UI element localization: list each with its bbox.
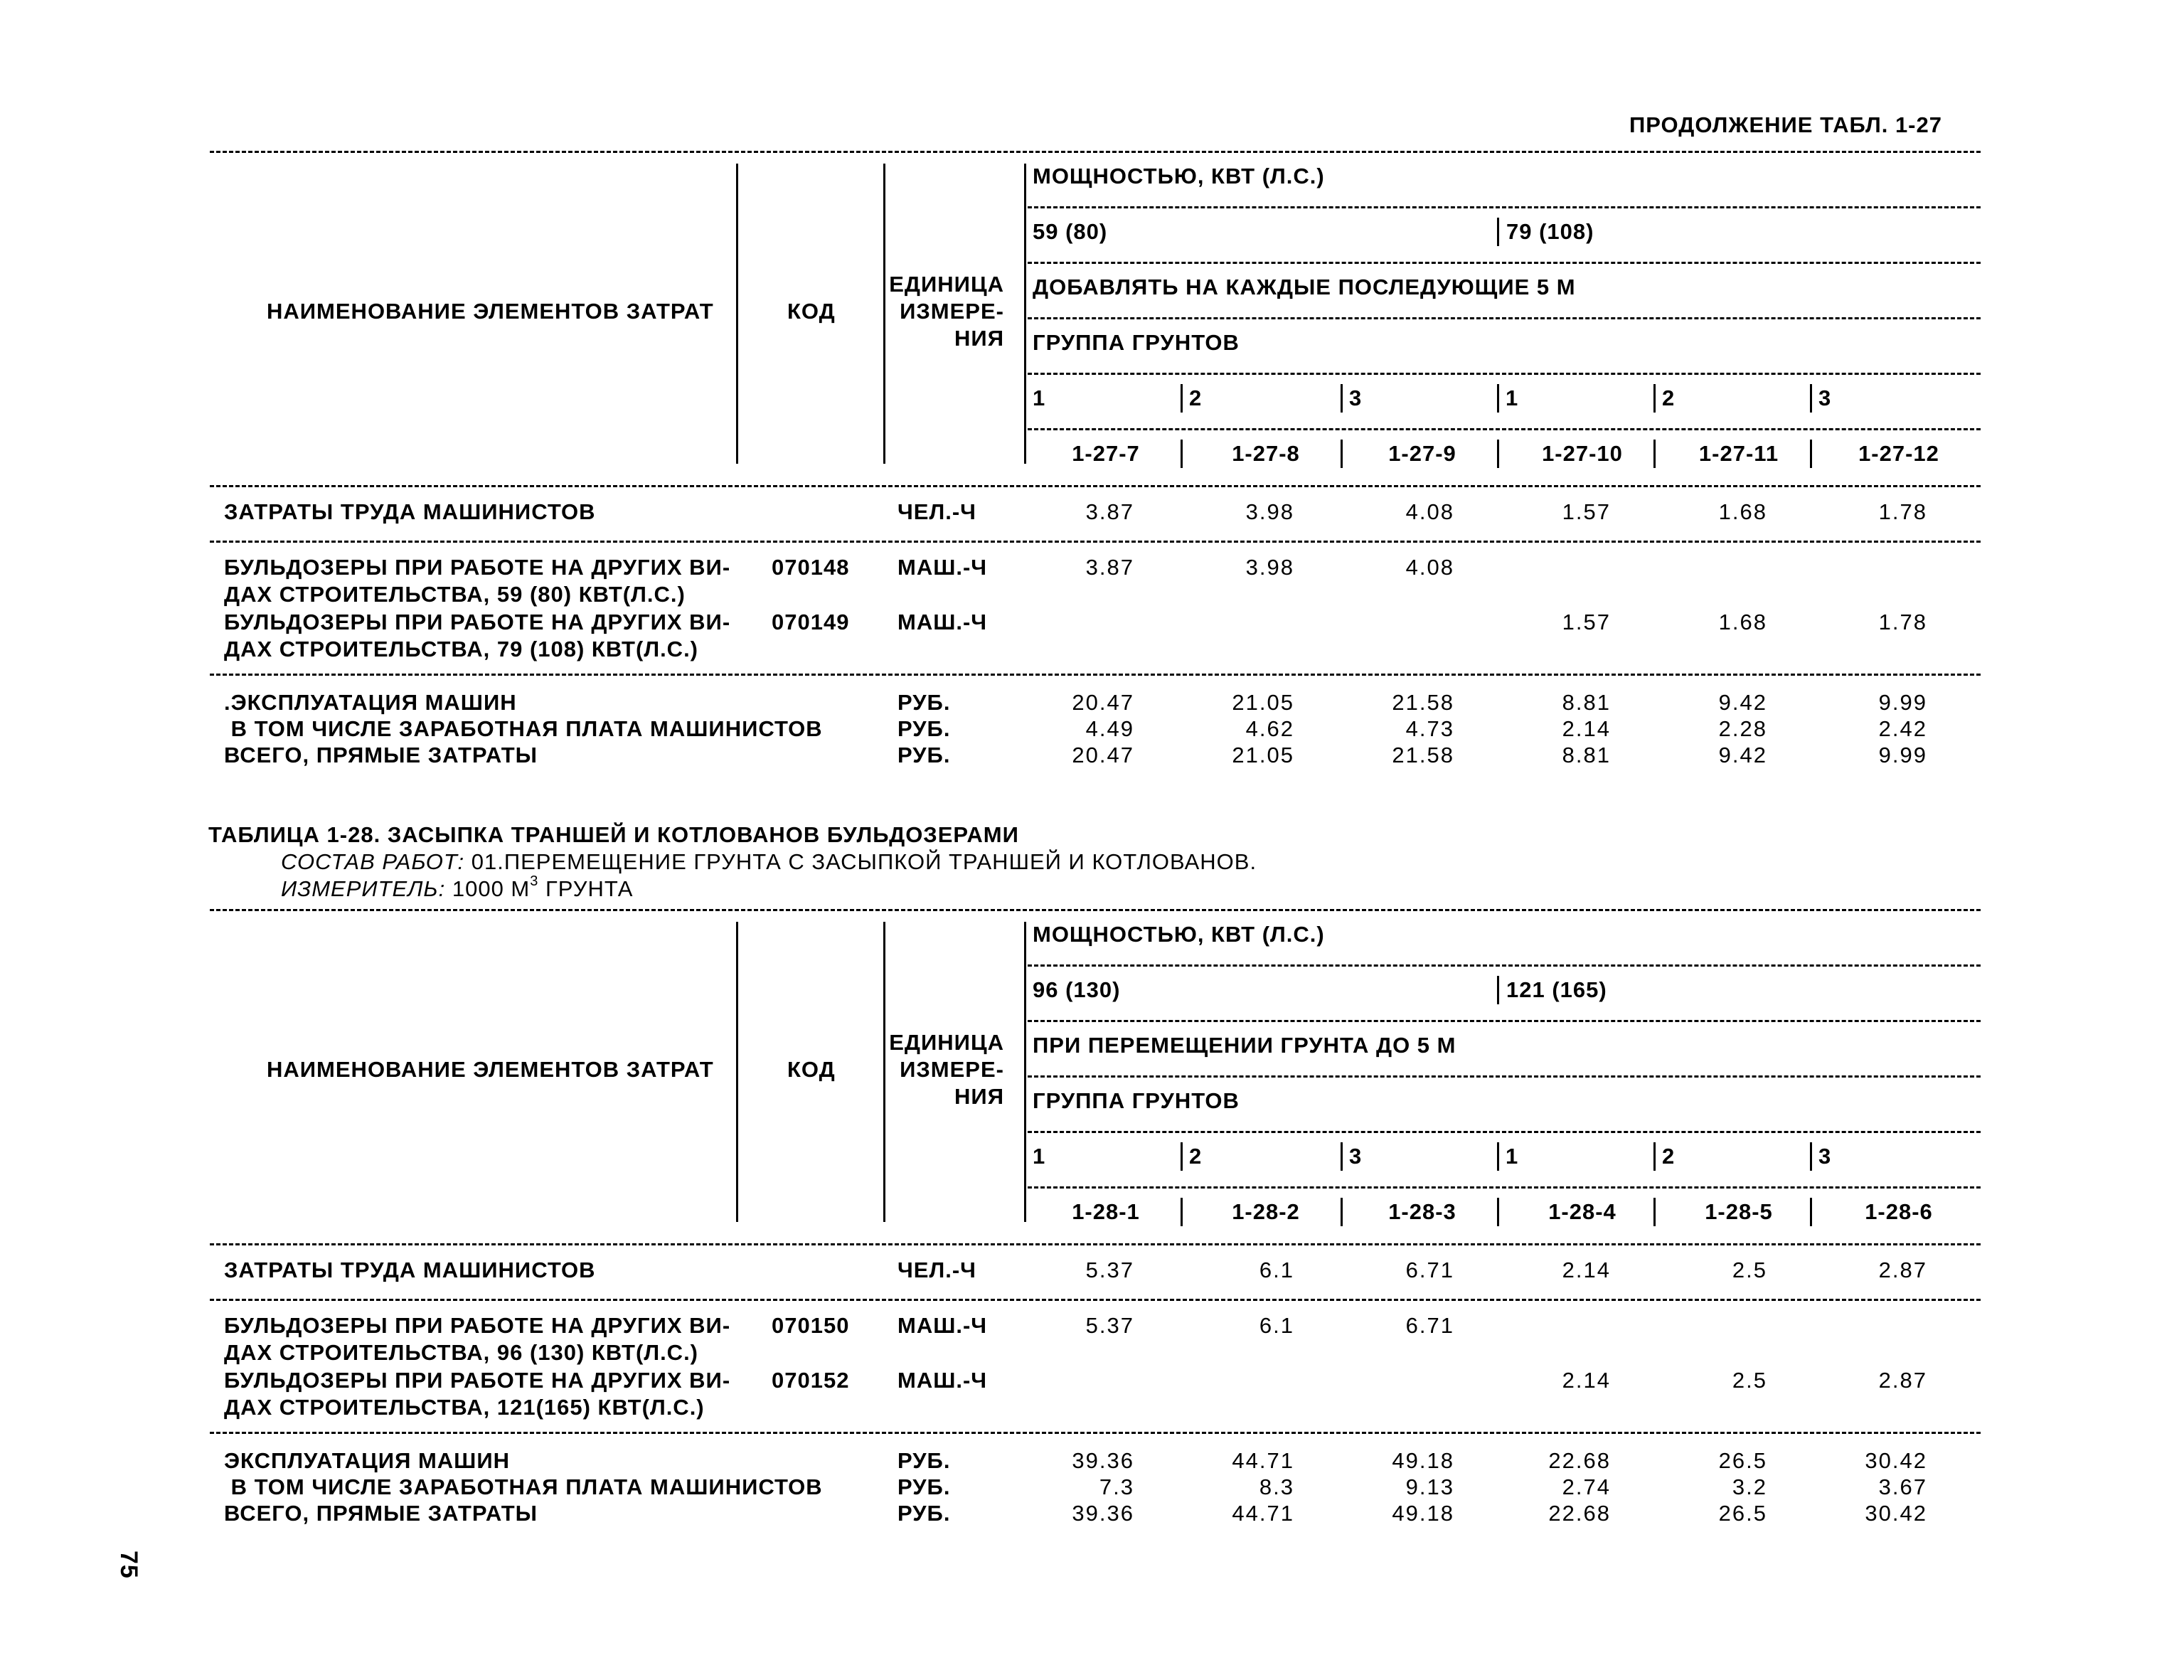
header-soil-group: 2 [1189, 1144, 1203, 1169]
total-value: 8.81 [1562, 743, 1611, 767]
column-divider [1497, 218, 1499, 246]
meter-description [281, 873, 634, 901]
header-soil-group: 2 [1662, 1144, 1676, 1169]
labor-value: 6.1 [1259, 1258, 1294, 1282]
header-bottom-rule [210, 485, 1981, 487]
total-value: 2.14 [1562, 716, 1611, 741]
header-soil-group: 2 [1662, 386, 1676, 410]
header-unit-line: ИЗМЕРЕ- [900, 1057, 1004, 1082]
labor-value: 2.87 [1878, 1258, 1927, 1282]
column-divider [1497, 1198, 1499, 1226]
labor-value: 5.37 [1085, 1258, 1134, 1282]
machine-name-line: БУЛЬДОЗЕРЫ ПРИ РАБОТЕ НА ДРУГИХ ВИ- [224, 1368, 731, 1393]
total-unit: РУБ. [897, 1501, 951, 1526]
header-unit-line: ЕДИНИЦА [889, 1030, 1004, 1055]
column-divider [1181, 440, 1183, 468]
total-value: 8.3 [1259, 1474, 1294, 1499]
labor-value: 6.71 [1405, 1258, 1454, 1282]
total-value: 9.99 [1878, 743, 1927, 767]
header-unit-line: ИЗМЕРЕ- [900, 299, 1004, 324]
table-top-rule [210, 151, 1981, 153]
total-unit: РУБ. [897, 1474, 951, 1499]
column-divider [1810, 1198, 1812, 1226]
machine-code: 070148 [772, 555, 850, 580]
rule-line [1028, 1186, 1981, 1189]
column-divider [883, 164, 885, 464]
column-divider [1653, 1198, 1656, 1226]
total-value: 9.99 [1878, 690, 1927, 715]
table-1-28-title: ТАБЛИЦА 1-28. ЗАСЫПКА ТРАНШЕЙ И КОТЛОВАНОВ БУЛЬДОЗЕРАМИ [208, 822, 1019, 847]
machine-value: 6.71 [1405, 1313, 1454, 1338]
meter-label: ИЗМЕРИТЕЛЬ: [281, 876, 446, 901]
rule-line [1028, 206, 1981, 208]
labor-value: 2.5 [1732, 1258, 1767, 1282]
column-divider [1653, 440, 1656, 468]
total-name: .ЭКСПЛУАТАЦИЯ МАШИН [224, 690, 517, 715]
total-value: 9.13 [1405, 1474, 1454, 1499]
machine-unit: МАШ.-Ч [897, 610, 988, 634]
total-value: 21.58 [1392, 743, 1454, 767]
rule-line [1028, 1020, 1981, 1022]
header-name-col: НАИМЕНОВАНИЕ ЭЛЕМЕНТОВ ЗАТРАТ [267, 1057, 714, 1082]
labor-value: 2.14 [1562, 1258, 1611, 1282]
total-value: 39.36 [1072, 1448, 1134, 1473]
header-norm-code: 1-27-7 [1072, 441, 1140, 466]
column-divider [1653, 1142, 1656, 1171]
total-value: 49.18 [1392, 1501, 1454, 1526]
rule-line [1028, 1131, 1981, 1133]
total-value: 2.74 [1562, 1474, 1611, 1499]
column-divider [1181, 384, 1183, 413]
rule-line [1028, 373, 1981, 375]
header-norm-code: 1-28-1 [1072, 1199, 1140, 1224]
header-condition: ДОБАВЛЯТЬ НА КАЖДЫЕ ПОСЛЕДУЮЩИЕ 5 М [1033, 275, 1576, 299]
total-value: 3.2 [1732, 1474, 1767, 1499]
header-norm-code: 1-27-8 [1232, 441, 1300, 466]
work-text: 01.ПЕРЕМЕЩЕНИЕ ГРУНТА С ЗАСЫПКОЙ ТРАНШЕЙ И КОТЛОВАНОВ. [471, 849, 1257, 874]
header-soil-group: 1 [1033, 1144, 1046, 1169]
header-norm-code: 1-28-6 [1865, 1199, 1933, 1224]
column-divider [736, 164, 738, 464]
column-divider [1181, 1142, 1183, 1171]
total-name: В ТОМ ЧИСЛЕ ЗАРАБОТНАЯ ПЛАТА МАШИНИСТОВ [224, 1474, 823, 1499]
total-value: 8.81 [1562, 690, 1611, 715]
total-value: 30.42 [1865, 1501, 1927, 1526]
header-power: МОЩНОСТЬЮ, КВТ (Л.С.) [1033, 922, 1325, 947]
machines-rule [210, 674, 1981, 676]
machine-unit: МАШ.-Ч [897, 1368, 988, 1393]
rule-line [1028, 262, 1981, 264]
total-unit: РУБ. [897, 743, 951, 767]
machine-code: 070152 [772, 1368, 850, 1393]
header-soil-group: 3 [1349, 1144, 1363, 1169]
machine-name-line: БУЛЬДОЗЕРЫ ПРИ РАБОТЕ НА ДРУГИХ ВИ- [224, 555, 731, 580]
total-value: 2.28 [1718, 716, 1767, 741]
meter-sup: 3 [530, 873, 539, 889]
total-value: 3.67 [1878, 1474, 1927, 1499]
header-unit-line: ЕДИНИЦА [889, 272, 1004, 297]
machine-value: 3.87 [1085, 555, 1134, 580]
column-divider [736, 922, 738, 1222]
header-soil-group: 3 [1818, 386, 1832, 410]
header-soil-group: 1 [1033, 386, 1046, 410]
rule-line [1028, 964, 1981, 967]
total-value: 20.47 [1072, 690, 1134, 715]
header-soil-group: 1 [1506, 1144, 1519, 1169]
header-group: ГРУППА ГРУНТОВ [1033, 330, 1240, 355]
total-value: 21.05 [1232, 743, 1294, 767]
column-divider [1341, 1142, 1343, 1171]
total-unit: РУБ. [897, 690, 951, 715]
column-divider [1497, 976, 1499, 1004]
total-value: 39.36 [1072, 1501, 1134, 1526]
total-value: 21.58 [1392, 690, 1454, 715]
meter-value: 1000 М [452, 876, 531, 901]
machine-code: 070150 [772, 1313, 850, 1338]
machine-value: 1.57 [1562, 610, 1611, 634]
machine-value: 5.37 [1085, 1313, 1134, 1338]
labor-rule [210, 541, 1981, 543]
page-number: 75 [115, 1551, 142, 1579]
machine-value: 1.68 [1718, 610, 1767, 634]
column-divider [883, 922, 885, 1222]
total-value: 22.68 [1548, 1448, 1611, 1473]
machine-value: 6.1 [1259, 1313, 1294, 1338]
header-power: МОЩНОСТЬЮ, КВТ (Л.С.) [1033, 164, 1325, 188]
labor-value: 3.87 [1085, 499, 1134, 524]
table-top-rule [210, 909, 1981, 911]
header-norm-code: 1-28-3 [1388, 1199, 1456, 1224]
total-value: 20.47 [1072, 743, 1134, 767]
header-bottom-rule [210, 1243, 1981, 1245]
machine-value: 2.14 [1562, 1368, 1611, 1393]
machine-name-line: БУЛЬДОЗЕРЫ ПРИ РАБОТЕ НА ДРУГИХ ВИ- [224, 610, 731, 634]
header-norm-code: 1-27-9 [1388, 441, 1456, 466]
header-norm-code: 1-28-5 [1705, 1199, 1773, 1224]
total-value: 9.42 [1718, 690, 1767, 715]
header-norm-code: 1-28-4 [1548, 1199, 1616, 1224]
column-divider [1810, 440, 1812, 468]
machine-value: 2.87 [1878, 1368, 1927, 1393]
total-value: 21.05 [1232, 690, 1294, 715]
total-value: 44.71 [1232, 1448, 1294, 1473]
work-label: СОСТАВ РАБОТ: [281, 849, 465, 874]
machine-value: 4.08 [1405, 555, 1454, 580]
header-soil-group: 1 [1506, 386, 1519, 410]
rule-line [1028, 317, 1981, 319]
machine-value: 3.98 [1245, 555, 1294, 580]
header-condition: ПРИ ПЕРЕМЕЩЕНИИ ГРУНТА ДО 5 М [1033, 1033, 1456, 1058]
machine-name-line: ДАХ СТРОИТЕЛЬСТВА, 79 (108) КВТ(Л.С.) [224, 637, 699, 661]
column-divider [1497, 1142, 1499, 1171]
machine-name-line: ДАХ СТРОИТЕЛЬСТВА, 121(165) КВТ(Л.С.) [224, 1395, 705, 1420]
header-soil-group: 3 [1818, 1144, 1832, 1169]
total-value: 4.73 [1405, 716, 1454, 741]
header-name-col: НАИМЕНОВАНИЕ ЭЛЕМЕНТОВ ЗАТРАТ [267, 299, 714, 324]
labor-name: ЗАТРАТЫ ТРУДА МАШИНИСТОВ [224, 1258, 596, 1282]
machine-value: 1.78 [1878, 610, 1927, 634]
total-unit: РУБ. [897, 1448, 951, 1473]
rule-line [1028, 428, 1981, 430]
total-name: ЭКСПЛУАТАЦИЯ МАШИН [224, 1448, 511, 1473]
total-value: 26.5 [1718, 1448, 1767, 1473]
header-unit-line: НИЯ [954, 1084, 1004, 1109]
header-soil-group: 2 [1189, 386, 1203, 410]
machine-name-line: ДАХ СТРОИТЕЛЬСТВА, 59 (80) КВТ(Л.С.) [224, 582, 686, 607]
total-value: 30.42 [1865, 1448, 1927, 1473]
header-norm-code: 1-27-10 [1542, 441, 1623, 466]
header-unit-line: НИЯ [954, 326, 1004, 351]
column-divider [1810, 1142, 1812, 1171]
meter-unit: ГРУНТА [545, 876, 634, 901]
header-code-col: КОД [787, 1057, 836, 1082]
header-power-1: 59 (80) [1033, 219, 1108, 244]
work-description [281, 851, 1257, 873]
total-value: 26.5 [1718, 1501, 1767, 1526]
column-divider [1653, 384, 1656, 413]
labor-value: 4.08 [1405, 499, 1454, 524]
column-divider [1810, 384, 1812, 413]
total-value: 9.42 [1718, 743, 1767, 767]
continuation-label: ПРОДОЛЖЕНИЕ ТАБЛ. 1-27 [1629, 112, 1942, 137]
labor-unit: ЧЕЛ.-Ч [897, 499, 976, 524]
column-divider [1024, 922, 1026, 1222]
labor-rule [210, 1299, 1981, 1301]
labor-name: ЗАТРАТЫ ТРУДА МАШИНИСТОВ [224, 499, 596, 524]
header-group: ГРУППА ГРУНТОВ [1033, 1088, 1240, 1113]
total-value: 49.18 [1392, 1448, 1454, 1473]
header-power-2: 121 (165) [1506, 977, 1607, 1002]
header-power-1: 96 (130) [1033, 977, 1121, 1002]
total-name: ВСЕГО, ПРЯМЫЕ ЗАТРАТЫ [224, 1501, 538, 1526]
labor-value: 3.98 [1245, 499, 1294, 524]
column-divider [1341, 384, 1343, 413]
machines-rule [210, 1432, 1981, 1434]
machine-name-line: ДАХ СТРОИТЕЛЬСТВА, 96 (130) КВТ(Л.С.) [224, 1340, 699, 1365]
header-power-2: 79 (108) [1506, 219, 1594, 244]
column-divider [1181, 1198, 1183, 1226]
machine-code: 070149 [772, 610, 850, 634]
total-value: 7.3 [1099, 1474, 1134, 1499]
labor-unit: ЧЕЛ.-Ч [897, 1258, 976, 1282]
machine-unit: МАШ.-Ч [897, 555, 988, 580]
column-divider [1341, 440, 1343, 468]
header-norm-code: 1-28-2 [1232, 1199, 1300, 1224]
labor-value: 1.78 [1878, 499, 1927, 524]
machine-value: 2.5 [1732, 1368, 1767, 1393]
column-divider [1024, 164, 1026, 464]
machine-name-line: БУЛЬДОЗЕРЫ ПРИ РАБОТЕ НА ДРУГИХ ВИ- [224, 1313, 731, 1338]
total-name: ВСЕГО, ПРЯМЫЕ ЗАТРАТЫ [224, 743, 538, 767]
header-norm-code: 1-27-12 [1858, 441, 1939, 466]
total-value: 4.62 [1245, 716, 1294, 741]
total-unit: РУБ. [897, 716, 951, 741]
total-value: 2.42 [1878, 716, 1927, 741]
header-norm-code: 1-27-11 [1698, 441, 1779, 466]
machine-unit: МАШ.-Ч [897, 1313, 988, 1338]
header-soil-group: 3 [1349, 386, 1363, 410]
rule-line [1028, 1075, 1981, 1078]
total-value: 44.71 [1232, 1501, 1294, 1526]
column-divider [1497, 384, 1499, 413]
column-divider [1341, 1198, 1343, 1226]
labor-value: 1.68 [1718, 499, 1767, 524]
total-value: 22.68 [1548, 1501, 1611, 1526]
total-value: 4.49 [1085, 716, 1134, 741]
total-name: В ТОМ ЧИСЛЕ ЗАРАБОТНАЯ ПЛАТА МАШИНИСТОВ [224, 716, 823, 741]
column-divider [1497, 440, 1499, 468]
header-code-col: КОД [787, 299, 836, 324]
labor-value: 1.57 [1562, 499, 1611, 524]
